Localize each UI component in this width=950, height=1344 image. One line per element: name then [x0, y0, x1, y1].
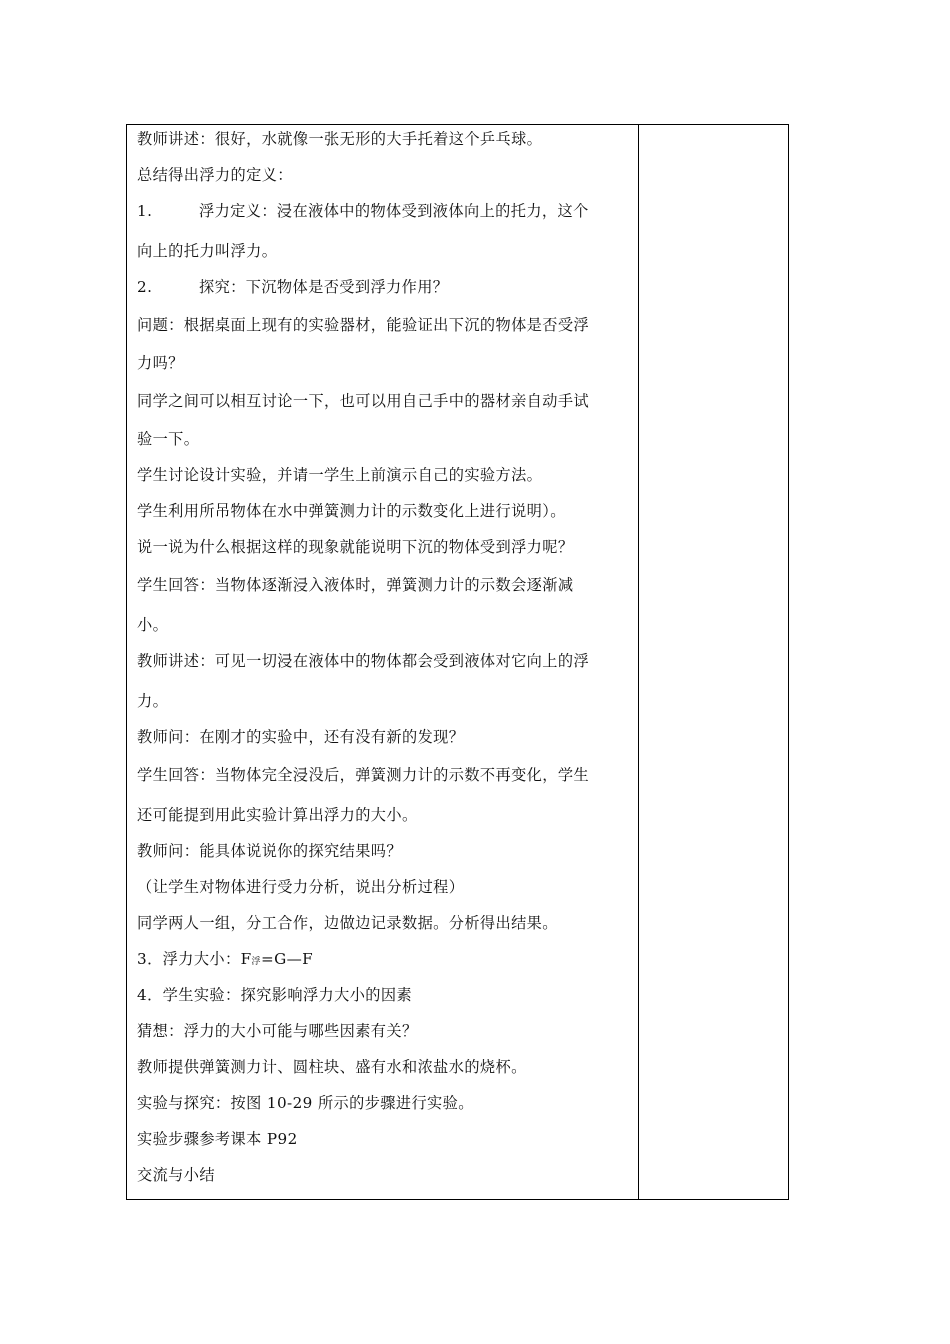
- item-text: 探究：下沉物体是否受到浮力作用？: [199, 278, 449, 296]
- formula-subscript: 浮: [251, 957, 261, 967]
- text-line: [137, 949, 313, 972]
- text-line: 验一下。: [137, 430, 200, 448]
- text-line: 实验与探究：按图 10-29 所示的步骤进行实验。: [137, 1094, 474, 1112]
- text-line: 小。: [137, 616, 169, 634]
- text-line: 学生回答：当物体逐渐浸入液体时，弹簧测力计的示数会逐渐减: [137, 576, 574, 594]
- text-line: 力。: [137, 692, 169, 710]
- formula-suffix: =G—F: [260, 950, 314, 968]
- text-line: 猜想：浮力的大小可能与哪些因素有关？: [137, 1022, 418, 1040]
- lesson-table: [126, 124, 789, 1200]
- text-line: 同学之间可以相互讨论一下，也可以用自己手中的器材亲自动手试: [137, 392, 590, 410]
- text-line: 问题：根据桌面上现有的实验器材，能验证出下沉的物体是否受浮: [137, 316, 590, 334]
- text-line: 实验步骤参考课本 P92: [137, 1130, 298, 1148]
- text-line: 学生利用所吊物体在水中弹簧测力计的示数变化上进行说明）。: [137, 502, 566, 520]
- text-line: 说一说为什么根据这样的现象就能说明下沉的物体受到浮力呢？: [137, 538, 574, 556]
- text-line: [137, 277, 448, 297]
- text-line: 同学两人一组，分工合作，边做边记录数据。分析得出结果。: [137, 914, 558, 932]
- text-line: 4．学生实验：探究影响浮力大小的因素: [137, 986, 413, 1004]
- text-line: 总结得出浮力的定义：: [137, 166, 293, 184]
- item-text: 浮力定义：浸在液体中的物体受到液体向上的托力，这个: [199, 202, 589, 220]
- text-line: 还可能提到用此实验计算出浮力的大小。: [137, 806, 418, 824]
- text-line: 力吗？: [137, 354, 184, 372]
- text-line: 教师讲述：可见一切浸在液体中的物体都会受到液体对它向上的浮: [137, 652, 590, 670]
- text-line: 学生回答：当物体完全浸没后，弹簧测力计的示数不再变化，学生: [137, 766, 590, 784]
- text-line: 教师提供弹簧测力计、圆柱块、盛有水和浓盐水的烧杯。: [137, 1058, 527, 1076]
- text-line: （让学生对物体进行受力分析，说出分析过程）: [137, 878, 465, 896]
- notes-cell: [639, 125, 788, 1199]
- text-line: 教师问：能具体说说你的探究结果吗？: [137, 842, 402, 860]
- formula-prefix: 3．浮力大小：F: [137, 950, 252, 968]
- text-line: 交流与小结: [137, 1166, 215, 1184]
- text-line: 学生讨论设计实验，并请一学生上前演示自己的实验方法。: [137, 466, 543, 484]
- text-line: [137, 201, 589, 221]
- text-line: 教师问：在刚才的实验中，还有没有新的发现？: [137, 728, 465, 746]
- text-line: 向上的托力叫浮力。: [137, 242, 278, 260]
- text-line: 教师讲述：很好，水就像一张无形的大手托着这个乒乓球。: [137, 130, 543, 148]
- item-number: 1.: [137, 202, 153, 220]
- item-number: 2.: [137, 278, 153, 296]
